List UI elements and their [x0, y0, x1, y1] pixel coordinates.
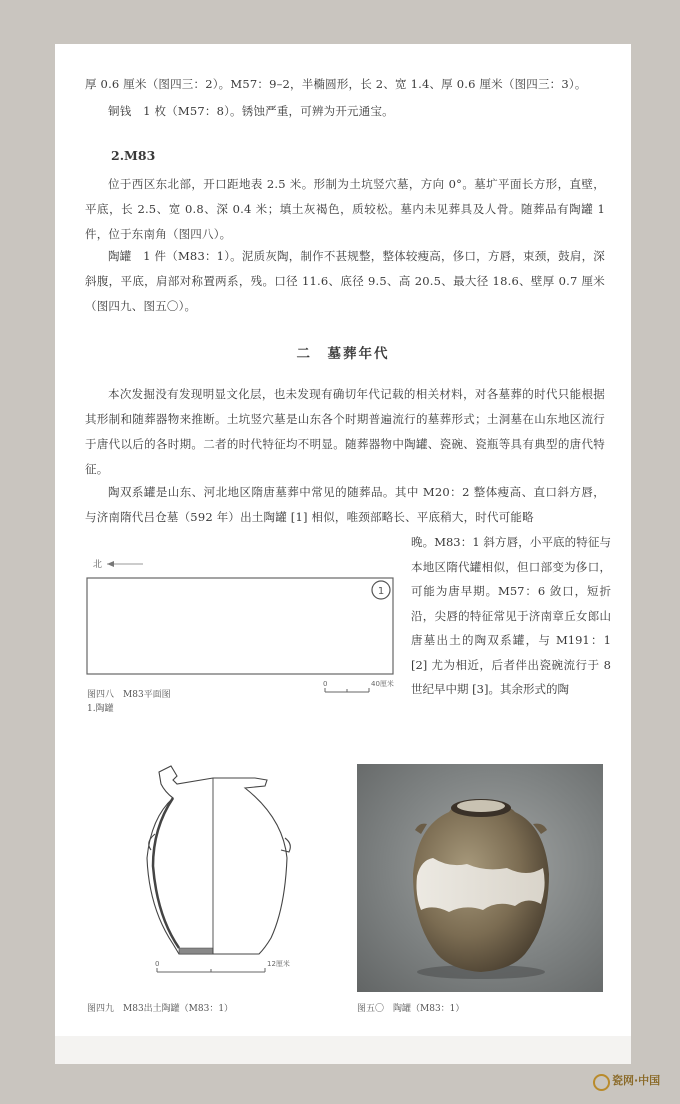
- article-page: [55, 44, 631, 1036]
- section-heading-burial-date: 二 墓葬年代: [296, 346, 390, 362]
- paragraph-6: 陶双系罐是山东、河北地区隋唐墓葬中常见的随葬品。其中 M20：2 整体瘦高、直口斜方唇，与济南隋代吕仓墓（592 年）出土陶罐 [1] 相似，唯颈部略长、平底稍大，时代可能略: [85, 485, 605, 524]
- scale-zero: 0: [323, 680, 328, 688]
- paragraph-3: 位于西区东北部，开口距地表 2.5 米。形制为土坑竖穴墓，方向 0°。墓圹平面长方形，直壁，平底，长 2.5、宽 0.8、深 0.4 米；填土灰褐色，质较松。墓内未见葬具及人骨。随葬品有陶罐 1 件，位于东南角（图四八）。: [85, 177, 605, 241]
- north-label: 北: [93, 560, 103, 570]
- fig48-plan-drawing: [83, 552, 405, 702]
- paragraph-1: 厚 0.6 厘米（图四三：2）。M57：9–2，半椭圆形，长 2、宽 1.4、厚 0.6 厘米（图四三：3）。: [85, 77, 587, 91]
- watermark-logo-icon: [593, 1074, 610, 1091]
- scale-label: 12厘米: [267, 960, 290, 968]
- north-arrowhead-icon: [107, 561, 114, 567]
- pot-photo-illustration: [357, 764, 603, 992]
- subsection-heading-m83: 2.M83: [111, 148, 156, 163]
- page-footer-strip: [55, 1036, 631, 1064]
- pot-marker-label: 1: [377, 586, 385, 597]
- fig49-pot-drawing: [115, 758, 315, 988]
- fig49-caption: 图四九 M83出土陶罐（M83：1）: [87, 1004, 234, 1014]
- scale-zero: 0: [155, 960, 160, 968]
- paragraph-5: 本次发掘没有发现明显文化层，也未发现有确切年代记载的相关材料，对各墓葬的时代只能根据其形制和随葬器物来推断。土坑竖穴墓是山东各个时期普遍流行的墓葬形式；土洞墓在山东地区流行于唐代以后的各时期。二者的时代特征均不明显。随葬器物中陶罐、瓷碗、瓷瓶等具有典型的唐代特征。: [85, 387, 605, 476]
- watermark-text: 瓷网·中国: [612, 1074, 661, 1087]
- fig50-photo: [357, 764, 603, 992]
- scale-label: 40厘米: [371, 680, 394, 688]
- paragraph-4: 陶罐 1 件（M83：1）。泥质灰陶，制作不甚规整，整体较瘦高，侈口，方唇，束颈，鼓肩，深斜腹，平底，肩部对称置两系，残。口径 11.6、底径 9.5、高 20.5、最大径 18.6、壁厚 0.7 厘米（图四九、图五〇）。: [85, 249, 605, 313]
- tomb-outline: [87, 578, 393, 674]
- fig48-caption-legend: 1.陶罐: [87, 704, 114, 714]
- paragraph-7: 晚。M83：1 斜方唇，小平底的特征与本地区隋代罐相似，但口部变为侈口，可能为唐早期。M57：6 敛口，短折沿，尖唇的特征常见于济南章丘女郎山唐墓出土的陶双系罐，与 M191：1 [2] 尤为相近，后者伴出瓷碗流行于 8 世纪早中期 [3]。其余形式的陶: [411, 535, 611, 696]
- fig48-caption-title: 图四八 M83平面图: [87, 690, 171, 700]
- paragraph-2: 铜钱 1 枚（M57：8）。锈蚀严重，可辨为开元通宝。: [108, 104, 394, 118]
- fig50-caption: 图五〇 陶罐（M83：1）: [357, 1004, 465, 1014]
